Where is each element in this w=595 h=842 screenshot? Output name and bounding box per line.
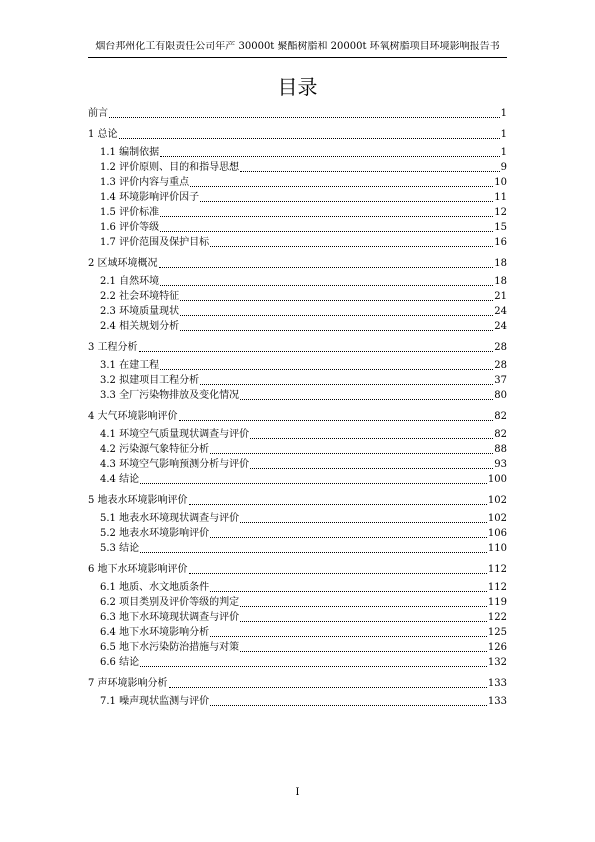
dot-leader [140, 665, 487, 667]
toc-entry-label: 1 总论 [88, 129, 118, 140]
toc-chapter-entry[interactable] [88, 678, 507, 690]
toc-section-entry[interactable] [88, 192, 507, 204]
toc-chapter-entry[interactable] [88, 258, 507, 270]
toc-entry-label: 4.3 环境空气影响预测分析与评价 [100, 459, 250, 470]
dot-leader [210, 590, 487, 592]
toc-entry-page: 102 [487, 513, 507, 524]
dot-leader [240, 650, 487, 652]
dot-leader [189, 503, 487, 505]
dot-leader [169, 686, 487, 688]
dot-leader [180, 299, 493, 301]
toc-chapter-entry[interactable] [88, 108, 507, 120]
toc-section-entry[interactable] [88, 444, 507, 456]
toc-entry-page: 122 [487, 612, 507, 623]
toc-entry-page: 16 [494, 237, 507, 248]
toc-entry-page: 112 [487, 582, 507, 593]
toc-entry-page: 106 [487, 528, 507, 539]
dot-leader [240, 620, 487, 622]
toc-entry-label: 1.2 评价原则、目的和指导思想 [100, 162, 240, 173]
toc-entry-label: 2.1 自然环境 [100, 276, 160, 287]
toc-entry-label: 5 地表水环境影响评价 [88, 495, 188, 506]
toc-entry-label: 1.4 环境影响评价因子 [100, 192, 200, 203]
toc-entry-page: 15 [494, 222, 507, 233]
dot-leader [190, 185, 493, 187]
toc-entry-label: 6.5 地下水污染防治措施与对策 [100, 642, 240, 653]
toc-section-entry[interactable] [88, 528, 507, 540]
toc-section-entry[interactable] [88, 207, 507, 219]
toc-entry-label: 4.1 环境空气质量现状调查与评价 [100, 429, 250, 440]
toc-entry-page: 93 [494, 459, 507, 470]
dot-leader [109, 116, 500, 118]
toc-entry-label: 6 地下水环境影响评价 [88, 564, 188, 575]
toc-section-entry[interactable] [88, 474, 507, 486]
toc-entry-page: 119 [487, 597, 507, 608]
toc-section-entry[interactable] [88, 276, 507, 288]
toc-section-entry[interactable] [88, 657, 507, 669]
toc-chapter-entry[interactable] [88, 411, 507, 423]
toc-section-entry[interactable] [88, 390, 507, 402]
toc-entry-page: 102 [487, 495, 507, 506]
toc-entry-page: 133 [487, 696, 507, 707]
toc-entry-label: 4.2 污染源气象特征分析 [100, 444, 210, 455]
toc-entry-label: 2.3 环境质量现状 [100, 306, 180, 317]
toc-entry-label: 5.1 地表水环境现状调查与评价 [100, 513, 240, 524]
toc-entry-page: 132 [487, 657, 507, 668]
toc-entry-page: 82 [494, 411, 507, 422]
dot-leader [240, 521, 487, 523]
page-number: I [295, 787, 300, 798]
toc-chapter-entry[interactable] [88, 564, 507, 576]
dot-leader [140, 551, 487, 553]
toc-section-entry[interactable] [88, 459, 507, 471]
toc-entry-label: 3.2 拟建项目工程分析 [100, 375, 200, 386]
toc-entry-page: 9 [500, 162, 507, 173]
dot-leader [240, 605, 487, 607]
toc-entry-label: 5.2 地表水环境影响评价 [100, 528, 210, 539]
toc-entry-page: 18 [494, 258, 507, 269]
toc-section-entry[interactable] [88, 162, 507, 174]
dot-leader [250, 437, 493, 439]
toc-entry-label: 4 大气环境影响评价 [88, 411, 178, 422]
toc-section-entry[interactable] [88, 513, 507, 525]
dot-leader [210, 245, 493, 247]
toc-entry-label: 7.1 噪声现状监测与评价 [100, 696, 210, 707]
toc-section-entry[interactable] [88, 543, 507, 555]
toc-entry-label: 6.3 地下水环境现状调查与评价 [100, 612, 240, 623]
dot-leader [189, 572, 487, 574]
running-header: 烟台邦州化工有限责任公司年产 30000t 聚酯树脂和 20000t 环氧树脂项目环境影响报告书 [95, 41, 500, 52]
dot-leader [200, 200, 493, 202]
dot-leader [240, 170, 500, 172]
toc-section-entry[interactable] [88, 147, 507, 159]
toc-section-entry[interactable] [88, 627, 507, 639]
toc-entry-page: 100 [487, 474, 507, 485]
toc-entry-page: 1 [500, 147, 507, 158]
dot-leader [240, 398, 493, 400]
toc-entry-page: 10 [494, 177, 507, 188]
toc-section-entry[interactable] [88, 696, 507, 708]
header-rule [88, 57, 507, 58]
dot-leader [180, 329, 493, 331]
dot-leader [179, 419, 494, 421]
toc-entry-label: 2 区域环境概况 [88, 258, 158, 269]
toc-entry-label: 3 工程分析 [88, 342, 138, 353]
toc-entry-label: 4.4 结论 [100, 474, 140, 485]
toc-entry-label: 3.3 全厂污染物排放及变化情况 [100, 390, 240, 401]
dot-leader [160, 215, 493, 217]
toc-section-entry[interactable] [88, 306, 507, 318]
toc-entry-page: 82 [494, 429, 507, 440]
toc-entry-page: 1 [500, 108, 507, 119]
dot-leader [210, 536, 487, 538]
dot-leader [210, 452, 493, 454]
toc-entry-page: 88 [494, 444, 507, 455]
toc-entry-label: 1.5 评价标准 [100, 207, 160, 218]
toc-entry-label: 2.4 相关规划分析 [100, 321, 180, 332]
toc-entry-label: 6.4 地下水环境影响分析 [100, 627, 210, 638]
toc-entry-label: 7 声环境影响分析 [88, 678, 168, 689]
toc-entry-label: 3.1 在建工程 [100, 360, 160, 371]
toc-entry-page: 11 [494, 192, 507, 203]
dot-leader [139, 350, 494, 352]
toc-chapter-entry[interactable] [88, 495, 507, 507]
dot-leader [159, 266, 494, 268]
toc-entry-page: 126 [487, 642, 507, 653]
toc-entry-label: 5.3 结论 [100, 543, 140, 554]
toc-section-entry[interactable] [88, 642, 507, 654]
toc-section-entry[interactable] [88, 177, 507, 189]
toc-entry-label: 1.7 评价范围及保护目标 [100, 237, 210, 248]
toc-entry-page: 28 [494, 342, 507, 353]
toc-section-entry[interactable] [88, 360, 507, 372]
toc-section-entry[interactable] [88, 375, 507, 387]
toc-entry-page: 110 [487, 543, 507, 554]
toc-section-entry[interactable] [88, 291, 507, 303]
toc-chapter-entry[interactable] [88, 342, 507, 354]
toc-entry-label: 6.2 项目类别及评价等级的判定 [100, 597, 240, 608]
toc-entry-label: 2.2 社会环境特征 [100, 291, 180, 302]
toc-entry-page: 37 [494, 375, 507, 386]
dot-leader [160, 155, 500, 157]
toc-entry-page: 80 [494, 390, 507, 401]
toc-section-entry[interactable] [88, 222, 507, 234]
toc-title: 目录 [277, 75, 318, 99]
toc-entry-page: 112 [487, 564, 507, 575]
toc-entry-label: 1.1 编制依据 [100, 147, 160, 158]
toc-entry-label: 1.6 评价等级 [100, 222, 160, 233]
dot-leader [180, 314, 493, 316]
toc-section-entry[interactable] [88, 612, 507, 624]
toc-section-entry[interactable] [88, 597, 507, 609]
dot-leader [160, 368, 493, 370]
toc-entry-page: 24 [494, 321, 507, 332]
dot-leader [119, 137, 500, 139]
toc-section-entry[interactable] [88, 429, 507, 441]
toc-entry-label: 6.1 地质、水文地质条件 [100, 582, 210, 593]
toc-entry-page: 28 [494, 360, 507, 371]
dot-leader [160, 284, 493, 286]
toc-entry-label: 前言 [88, 108, 108, 119]
toc-entry-page: 18 [494, 276, 507, 287]
dot-leader [160, 230, 493, 232]
toc-entry-page: 21 [494, 291, 507, 302]
toc-entry-page: 1 [500, 129, 507, 140]
toc-entry-label: 6.6 结论 [100, 657, 140, 668]
toc-entry-page: 12 [494, 207, 507, 218]
toc-entry-page: 24 [494, 306, 507, 317]
toc-section-entry[interactable] [88, 321, 507, 333]
toc-entry-page: 133 [487, 678, 507, 689]
dot-leader [200, 383, 493, 385]
toc-section-entry[interactable] [88, 582, 507, 594]
toc-chapter-entry[interactable] [88, 129, 507, 141]
dot-leader [140, 482, 487, 484]
toc-section-entry[interactable] [88, 237, 507, 249]
table-of-contents [88, 108, 507, 708]
toc-entry-label: 1.3 评价内容与重点 [100, 177, 190, 188]
dot-leader [250, 467, 493, 469]
toc-entry-page: 125 [487, 627, 507, 638]
dot-leader [210, 704, 487, 706]
dot-leader [210, 635, 487, 637]
